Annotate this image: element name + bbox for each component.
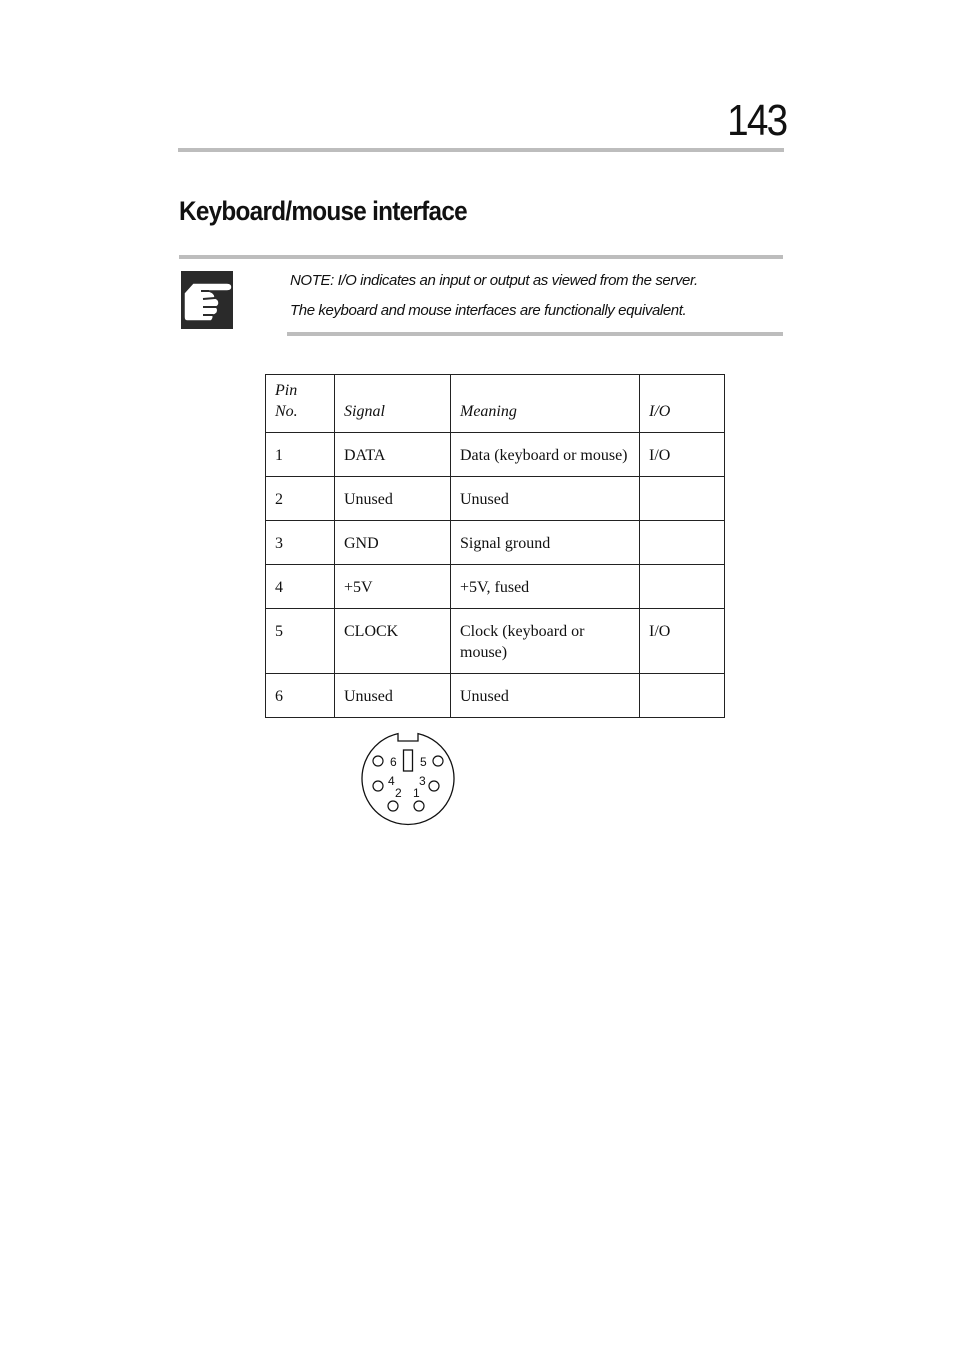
note-text	[290, 266, 780, 326]
pointing-hand-icon	[181, 271, 233, 329]
mini-din-6-connector-icon	[358, 728, 458, 828]
cell-signal: DATA	[335, 433, 451, 477]
note-line: The keyboard and mouse interfaces are functionally equivalent.	[290, 302, 687, 319]
cell-io	[640, 565, 725, 609]
page-number: 143	[726, 96, 786, 145]
pin-label-2: 2	[395, 786, 402, 800]
table-row	[266, 565, 725, 609]
pin-2-hole	[388, 801, 398, 811]
pin-5-hole	[433, 756, 443, 766]
cell-meaning: Unused	[451, 674, 640, 718]
cell-io	[640, 521, 725, 565]
pin-6-hole	[373, 756, 383, 766]
pin-label-5: 5	[420, 755, 427, 769]
note-line: NOTE: I/O indicates an input or output as viewed from the server.	[290, 272, 698, 289]
table-header-row	[266, 375, 725, 433]
cell-io: I/O	[640, 609, 725, 674]
table-row	[266, 609, 725, 674]
cell-io	[640, 477, 725, 521]
cell-signal: +5V	[335, 565, 451, 609]
cell-meaning: Unused	[451, 477, 640, 521]
cell-io	[640, 674, 725, 718]
cell-meaning: Data (keyboard or mouse)	[451, 433, 640, 477]
pin-4-hole	[373, 781, 383, 791]
cell-pin: 1	[266, 433, 335, 477]
header-meaning: Meaning	[451, 375, 640, 433]
note-rule-bottom	[287, 332, 783, 336]
pin-1-hole	[414, 801, 424, 811]
cell-io: I/O	[640, 433, 725, 477]
cell-meaning: +5V, fused	[451, 565, 640, 609]
pin-label-4: 4	[388, 774, 395, 788]
section-heading: Keyboard/mouse interface	[179, 196, 467, 226]
cell-signal: Unused	[335, 674, 451, 718]
header-pin-no: Pin No.	[266, 375, 335, 433]
cell-pin: 2	[266, 477, 335, 521]
pin-label-6: 6	[390, 755, 397, 769]
pin-label-1: 1	[413, 786, 420, 800]
table-row	[266, 674, 725, 718]
cell-meaning: Clock (keyboard or mouse)	[451, 609, 640, 674]
pin-assignment-table	[265, 374, 725, 718]
cell-pin: 5	[266, 609, 335, 674]
cell-pin: 4	[266, 565, 335, 609]
note-rule-top	[179, 255, 783, 259]
pin-label-3: 3	[419, 774, 426, 788]
cell-signal: GND	[335, 521, 451, 565]
cell-signal: Unused	[335, 477, 451, 521]
cell-pin: 3	[266, 521, 335, 565]
pin-3-hole	[429, 781, 439, 791]
cell-meaning: Signal ground	[451, 521, 640, 565]
connector-key	[404, 750, 413, 771]
header-signal: Signal	[335, 375, 451, 433]
table-row	[266, 477, 725, 521]
header-io: I/O	[640, 375, 725, 433]
table-row	[266, 433, 725, 477]
header-rule	[178, 148, 784, 152]
table-row	[266, 521, 725, 565]
cell-signal: CLOCK	[335, 609, 451, 674]
cell-pin: 6	[266, 674, 335, 718]
